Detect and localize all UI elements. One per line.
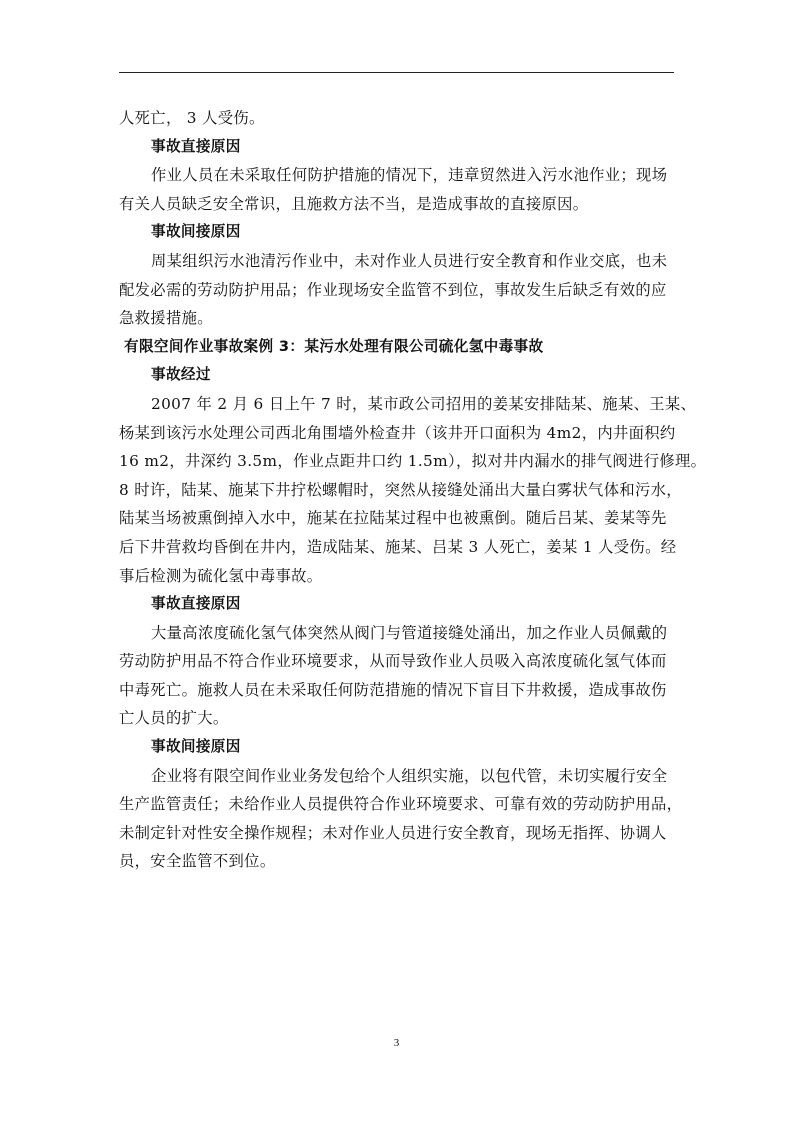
text-line: 陆某当场被熏倒掉入水中，施某在拉陆某过程中也被熏倒。随后吕某、姜某等先: [119, 509, 667, 528]
section-heading-indirect-cause: 事故间接原因: [151, 223, 241, 241]
text-line: 周某组织污水池清污作业中，未对作业人员进行安全教育和作业交底，也未: [151, 251, 668, 270]
section-heading-direct-cause: 事故直接原因: [151, 137, 241, 155]
section-heading-direct-cause: 事故直接原因: [151, 595, 241, 613]
text-line: 8 时许，陆某、施某下井拧松螺帽时，突然从接缝处涌出大量白雾状气体和污水，: [119, 480, 682, 499]
text-line: 员，安全监管不到位。: [119, 852, 276, 871]
text-line: 16 m2，井深约 3.5m，作业点距井口约 1.5m），拟对井内漏水的排气阀进行修理。: [119, 452, 707, 471]
text-line: 急救援措施。: [119, 309, 213, 328]
text-line: 事后检测为硫化氢中毒事故。: [119, 566, 323, 585]
section-heading-indirect-cause: 事故间接原因: [151, 738, 241, 756]
text-line: 杨某到该污水处理公司西北角围墙外检查井（该井开口面积为 4m2，内井面积约: [119, 423, 676, 442]
document-body: [119, 104, 707, 876]
text-line: 2007 年 2 月 6 日上午 7 时，某市政公司招用的姜某安排陆某、施某、王某、: [151, 394, 697, 413]
text-line: 生产监管责任；未给作业人员提供符合作业环境要求、可靠有效的劳动防护用品，: [119, 795, 683, 814]
text-line: 劳动防护用品不符合作业环境要求，从而导致作业人员吸入高浓度硫化氢气体而: [119, 652, 667, 671]
case-title: 有限空间作业事故案例 3：某污水处理有限公司硫化氢中毒事故: [124, 337, 544, 355]
text-line: 配发必需的劳动防护用品；作业现场安全监管不到位，事故发生后缺乏有效的应: [119, 280, 667, 299]
text-line: 有关人员缺乏安全常识，且施救方法不当，是造成事故的直接原因。: [119, 194, 589, 213]
text-line: 作业人员在未采取任何防护措施的情况下，违章贸然进入污水池作业；现场: [151, 166, 668, 185]
text-line: 未制定针对性安全操作规程；未对作业人员进行安全教育，现场无指挥、协调人: [119, 823, 667, 842]
text-line: 后下井营救均昏倒在井内，造成陆某、施某、吕某 3 人死亡，姜某 1 人受伤。经: [119, 537, 677, 556]
page-number: 3: [393, 1037, 400, 1049]
text-line: 亡人员的扩大。: [119, 709, 229, 728]
section-heading-accident-process: 事故经过: [151, 366, 211, 384]
text-line: 企业将有限空间作业业务发包给个人组织实施，以包代管，未切实履行安全: [151, 766, 668, 785]
header-rule: [119, 72, 674, 73]
text-line: 人死亡， 3 人受伤。: [119, 109, 265, 127]
text-line: 中毒死亡。施救人员在未采取任何防范措施的情况下盲目下井救援，造成事故伤: [119, 680, 667, 699]
text-line: 大量高浓度硫化氢气体突然从阀门与管道接缝处涌出，加之作业人员佩戴的: [151, 623, 668, 642]
